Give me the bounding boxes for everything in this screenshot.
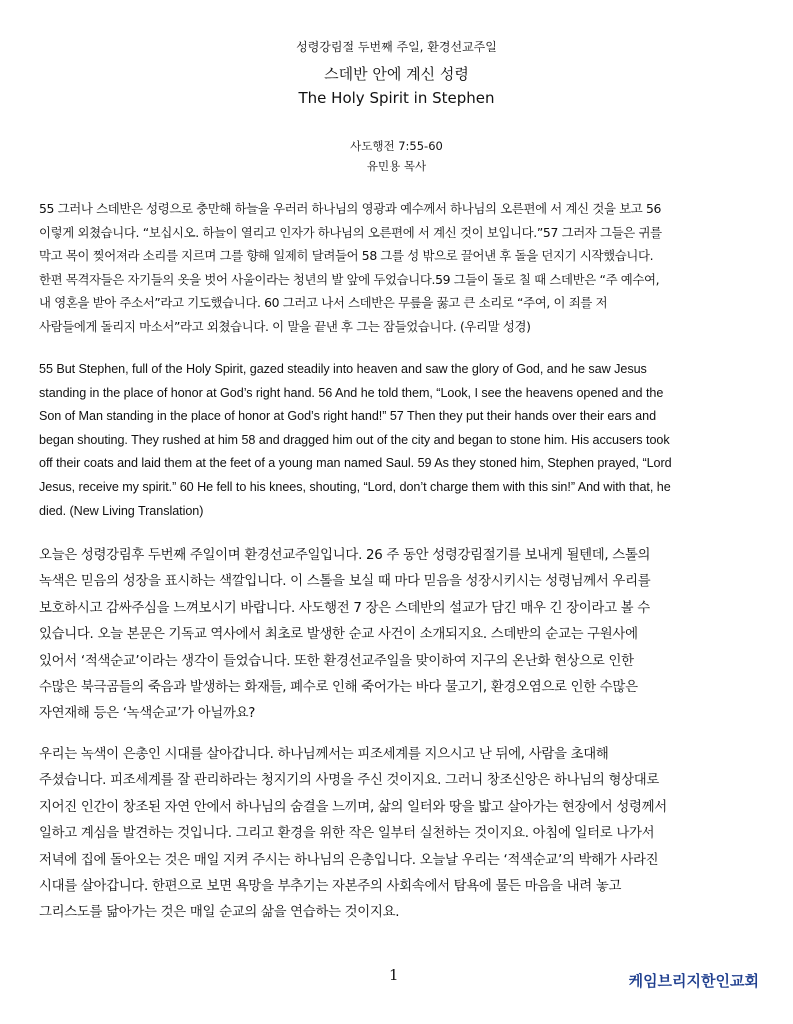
scripture-korean-line: 55 그러나 스데반은 성령으로 충만해 하늘을 우러러 하나님의 영광과 예수께서 하나님의 오른편에 서 계신 것을 보고 56 xyxy=(39,201,662,216)
sermon-line: 오늘은 성령강림후 두번째 주일이며 환경선교주일입니다. 26 주 동안 성령강림절기를 보내게 될텐데, 스톨의 xyxy=(39,548,651,563)
sermon-line: 자연재해 등은 ‘녹색순교’가 아닐까요? xyxy=(39,706,256,722)
scripture-english-line: 55 But Stephen, full of the Holy Spirit, gazed steadily into heaven and saw the glory of God, and he saw Jesus xyxy=(39,362,647,376)
church-name: 케임브리지한인교회 xyxy=(628,972,759,990)
scripture-english-line: Jesus, receive my spirit.” 60 He fell to his knees, shouting, “Lord, don’t charge them with this sin!” And with that, he xyxy=(39,479,671,494)
scripture-english xyxy=(39,358,757,523)
sermon-line: 우리는 녹색이 은총인 시대를 살아갑니다. 하나님께서는 피조세계를 지으시고 난 뒤에, 사람을 초대해 xyxy=(39,747,609,762)
sermon-title-korean: 스데반 안에 계신 성령 xyxy=(324,65,469,83)
scripture-korean-line: 한편 목격자들은 자기들의 옷을 벗어 사울이라는 청년의 발 앞에 두었습니다.59 그들이 돌로 칠 때 스데반은 “주 예수여, xyxy=(39,271,660,287)
sermon-line: 저녁에 집에 돌아오는 것은 매일 지켜 주시는 하나님의 은총입니다. 오늘날 우리는 ‘적색순교’의 박해가 사라진 xyxy=(39,852,659,868)
sermon-line: 녹색은 믿음의 성장을 표시하는 색깔입니다. 이 스톨을 보실 때 마다 믿음을 성장시키시는 성령님께서 우리를 xyxy=(39,574,651,590)
scripture-korean-line: 사람들에게 돌리지 마소서”라고 외쳤습니다. 이 말을 끝낸 후 그는 잠들었습니다. (우리말 성경) xyxy=(39,318,531,334)
sermon-line: 지어진 인간이 창조된 자연 안에서 하나님의 숨결을 느끼며, 삶의 일터와 땅을 밟고 살아가는 현장에서 성령께서 xyxy=(39,799,667,815)
scripture-english-line: standing in the place of honor at God’s right hand. 56 And he told them, “Look, I see the heavens opened and the xyxy=(39,385,664,400)
scripture-english-line: Son of Man standing in the place of honor at God’s right hand!” 57 Then they put their hands over their ears and xyxy=(39,409,657,424)
scripture-korean-line: 내 영혼을 받아 주소서”라고 기도했습니다. 60 그러고 나서 스데반은 무릎을 꿇고 큰 소리로 “주여, 이 죄를 저 xyxy=(39,295,608,311)
sermon-line: 그리스도를 닮아가는 것은 매일 순교의 삶을 연습하는 것이지요. xyxy=(39,905,400,921)
scripture-english-line: off their coats and laid them at the feet of a young man named Saul. 59 As they stoned him, Stephen prayed, “Lord xyxy=(39,456,672,471)
scripture-english-line: died. (New Living Translation) xyxy=(39,503,204,518)
sermon-line: 있어서 ‘적색순교’이라는 생각이 들었습니다. 또한 환경선교주일을 맞이하여 지구의 온난화 현상으로 인한 xyxy=(39,653,634,669)
page-number: 1 xyxy=(389,966,399,984)
scripture-korean-line: 막고 목이 찢어져라 소리를 지르며 그를 향해 일제히 달려들어 58 그를 성 밖으로 끌어낸 후 돌을 던지기 시작했습니다. xyxy=(39,248,654,264)
sermon-line: 시대를 살아갑니다. 한편으로 보면 욕망을 부추기는 자본주의 사회속에서 탐욕에 물든 마음을 내려 놓고 xyxy=(39,879,622,895)
sermon-line: 보호하시고 감싸주심을 느껴보시기 바랍니다. 사도행전 7 장은 스데반의 설교가 담긴 매우 긴 장이라고 볼 수 xyxy=(39,600,650,616)
sermon-title-english: The Holy Spirit in Stephen xyxy=(298,89,495,107)
occasion-line: 성령강림절 두번째 주일, 환경선교주일 xyxy=(296,40,497,54)
sermon-line: 일하고 계심을 발견하는 것입니다. 그리고 환경을 위한 작은 일부터 실천하는 것이지요. 아침에 일터로 나가서 xyxy=(39,826,655,842)
scripture-korean xyxy=(39,197,757,339)
sermon-paragraph-2 xyxy=(39,742,757,927)
scripture-reference: 사도행전 7:55-60 xyxy=(350,139,443,153)
sermon-line: 주셨습니다. 피조세계를 잘 관리하라는 청지기의 사명을 주신 것이지요. 그러니 창조신앙은 하나님의 형상대로 xyxy=(39,773,660,789)
scripture-english-line: began shouting. They rushed at him 58 and dragged him out of the city and began to stone him. His accusers took xyxy=(39,432,670,447)
scripture-korean-line: 이렇게 외쳤습니다. “보십시오. 하늘이 열리고 인자가 하나님의 오른편에 서 계신 것이 보입니다.”57 그러자 그들은 귀를 xyxy=(39,224,662,240)
sermon-paragraph-1 xyxy=(39,543,757,728)
preacher-name: 유민용 목사 xyxy=(366,159,427,173)
sermon-line: 수많은 북극곰들의 죽음과 발생하는 화재들, 폐수로 인해 죽어가는 바다 물고기, 환경오염으로 인한 수많은 xyxy=(39,680,638,696)
sermon-line: 있습니다. 오늘 본문은 기독교 역사에서 최초로 발생한 순교 사건이 소개되지요. 스데반의 순교는 구원사에 xyxy=(39,627,638,643)
